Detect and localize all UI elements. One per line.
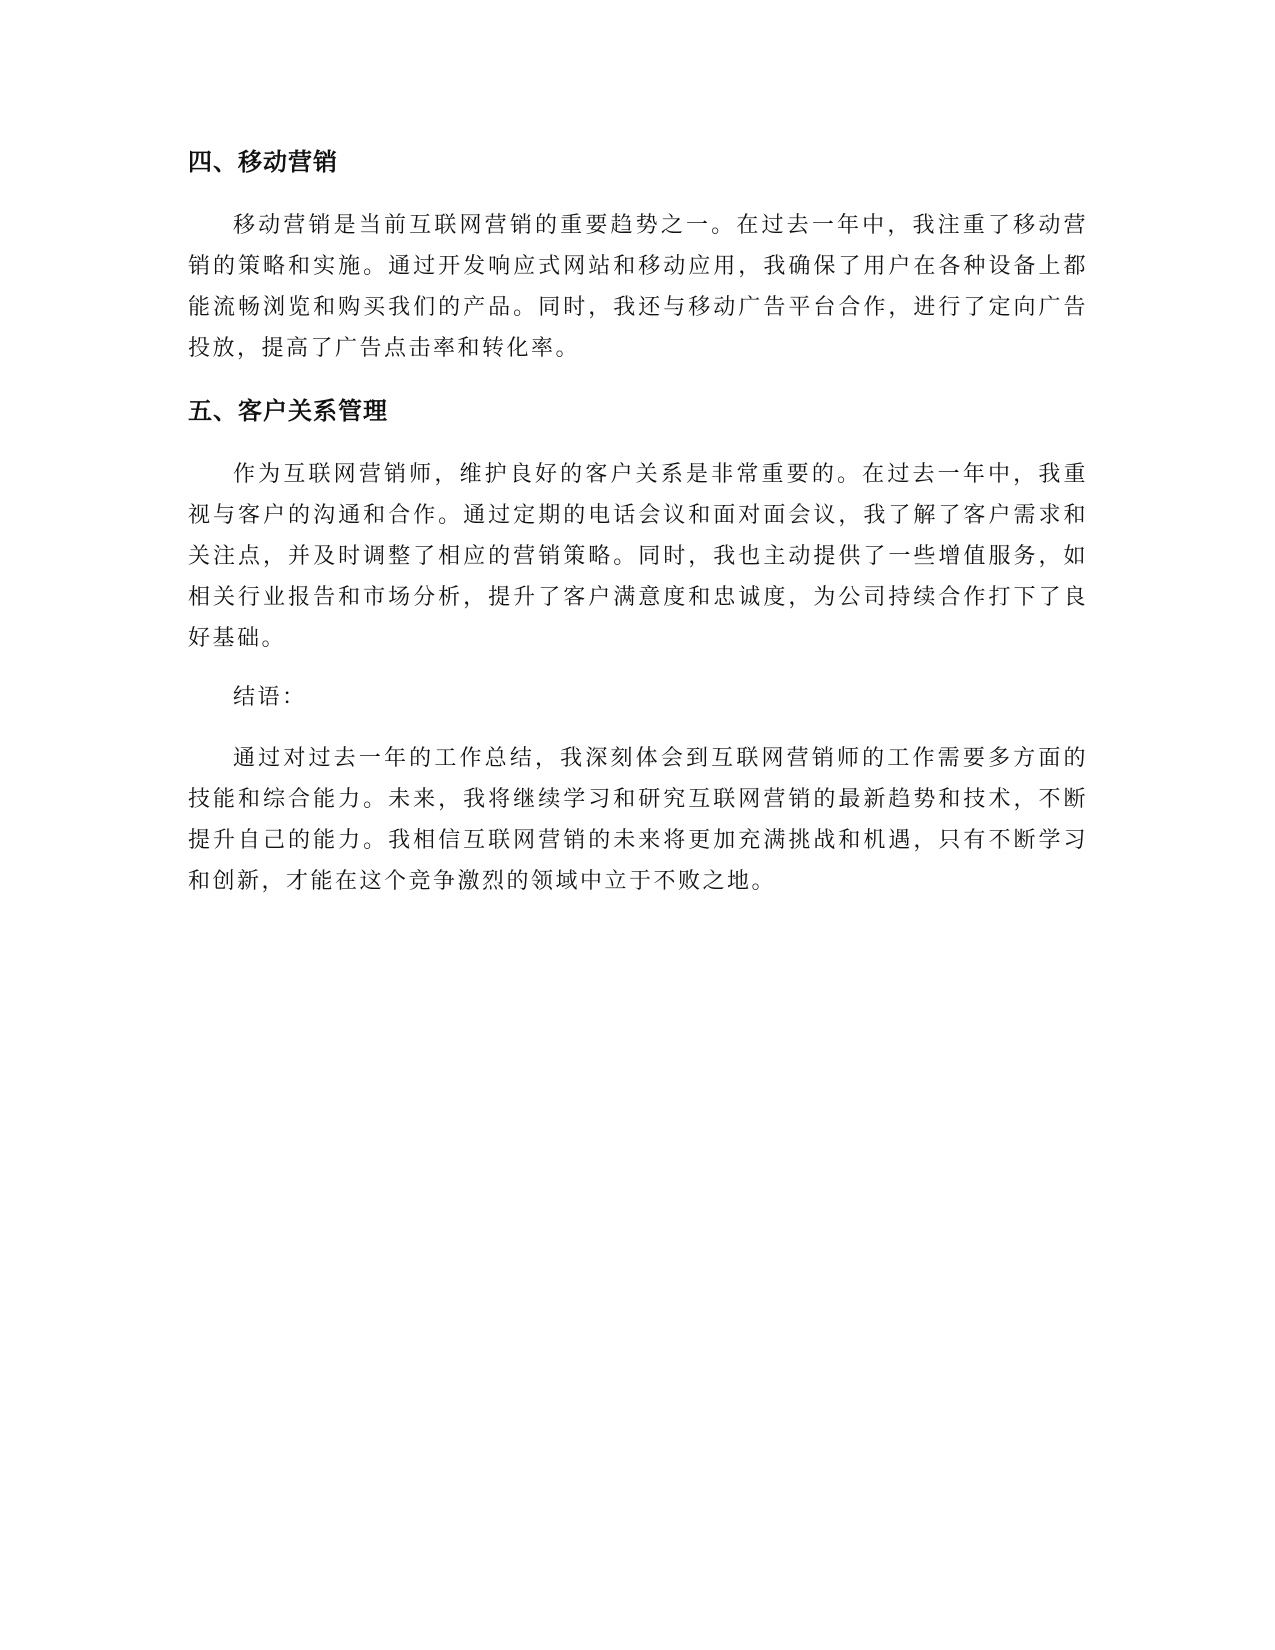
section-paragraph-customer-relations: 作为互联网营销师，维护良好的客户关系是非常重要的。在过去一年中，我重视与客户的沟通和合作。通过定期的电话会议和面对面会议，我了解了客户需求和关注点，并及时调整了相应的营销策略。同时，我也主动提供了一些增值服务，如相关行业报告和市场分析，提升了客户满意度和忠诚度，为公司持续合作打下了良好基础。 — [188, 462, 1088, 651]
section-heading-customer-relations: 五、客户关系管理 — [188, 397, 388, 425]
section-paragraph-mobile-marketing: 移动营销是当前互联网营销的重要趋势之一。在过去一年中，我注重了移动营销的策略和实施。通过开发响应式网站和移动应用，我确保了用户在各种设备上都能流畅浏览和购买我们的产品。同时，我还与移动广告平台合作，进行了定向广告投放，提高了广告点击率和转化率。 — [188, 213, 1088, 361]
document-body — [188, 144, 1088, 920]
conclusion-label: 结语： — [233, 685, 307, 710]
conclusion-paragraph: 通过对过去一年的工作总结，我深刻体会到互联网营销师的工作需要多方面的技能和综合能力。未来，我将继续学习和研究互联网营销的最新趋势和技术，不断提升自己的能力。我相信互联网营销的未来将更加充满挑战和机遇，只有不断学习和创新，才能在这个竞争激烈的领域中立于不败之地。 — [188, 746, 1088, 894]
section-heading-mobile-marketing: 四、移动营销 — [188, 148, 338, 176]
